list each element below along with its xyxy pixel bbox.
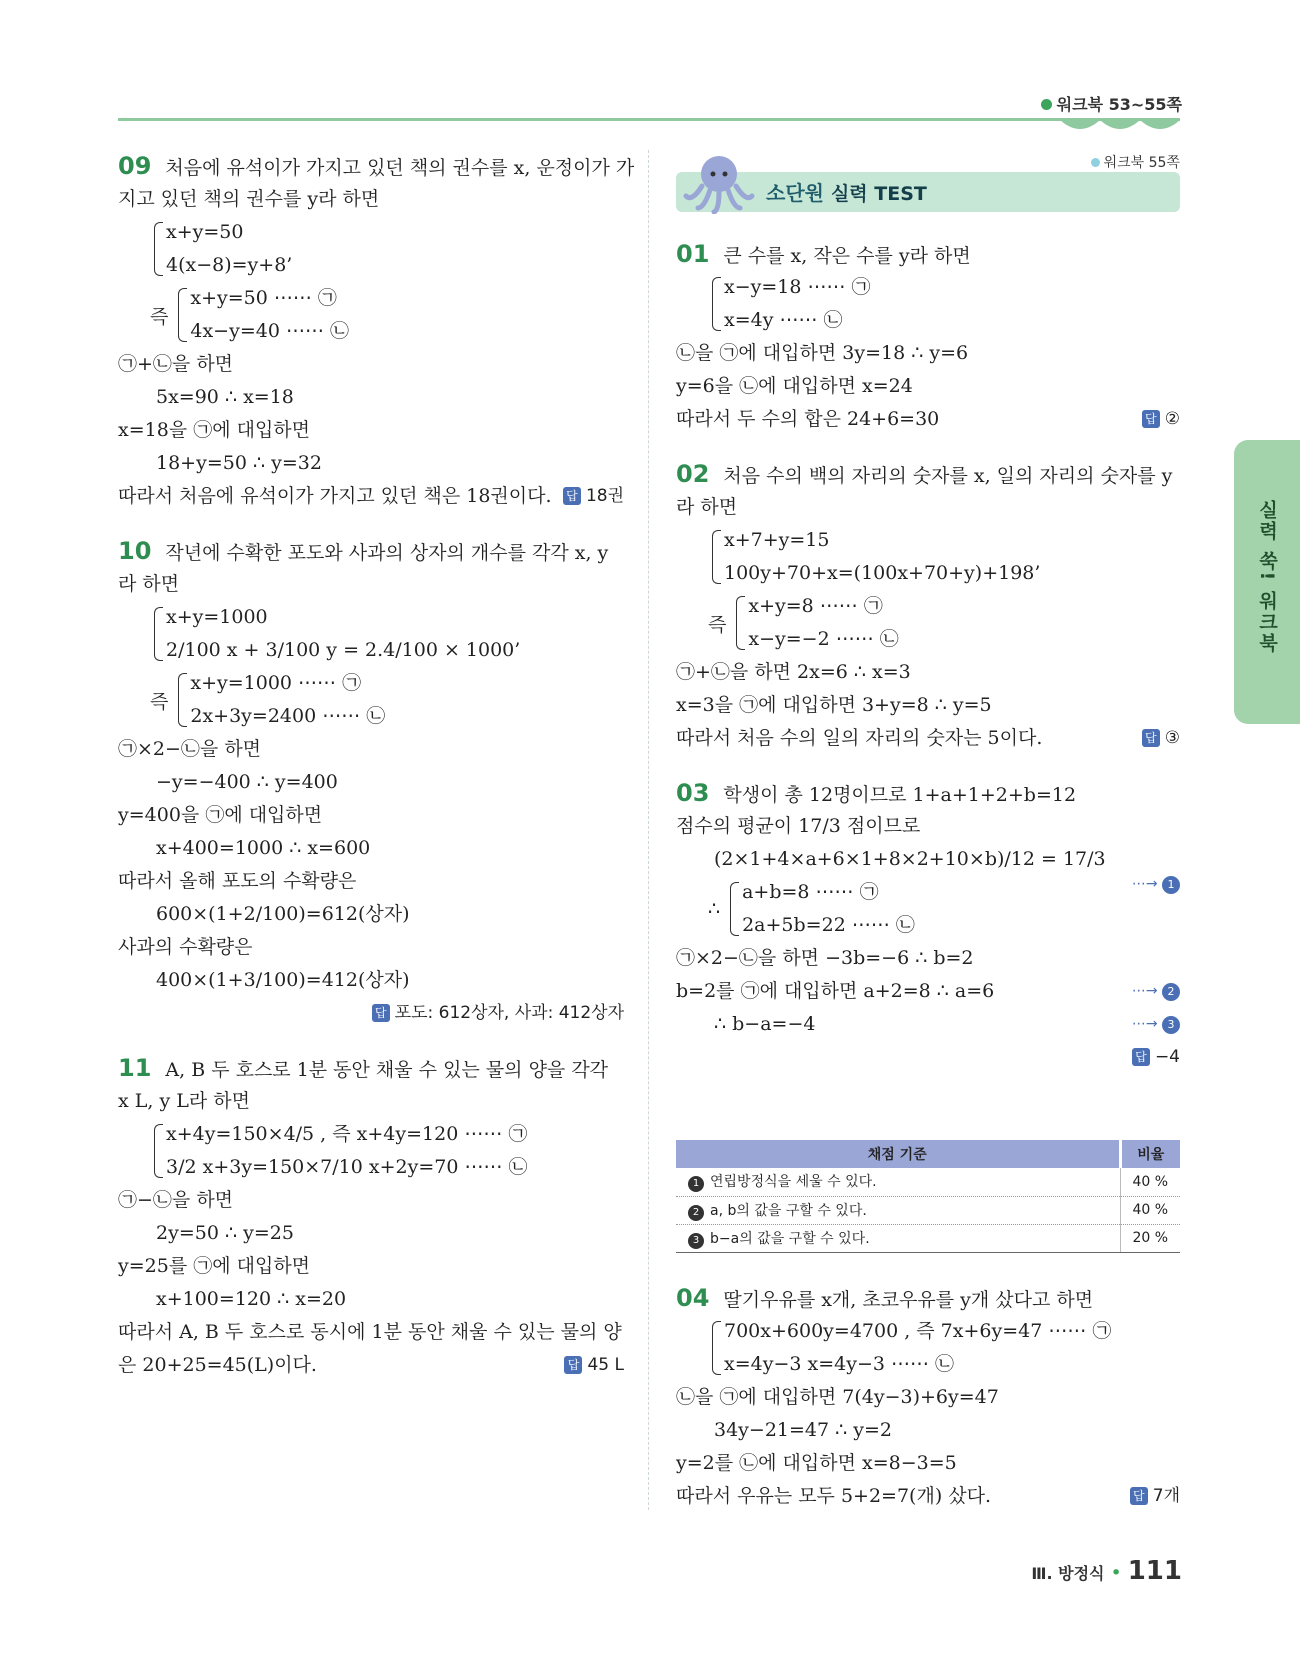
solution-text: y=2를 ㉡에 대입하면 x=8−3=5 [676, 1452, 957, 1474]
system-prefix: 즉 [708, 613, 727, 636]
solution-line [676, 843, 1180, 876]
solution-line [118, 1316, 624, 1349]
solution-line [118, 447, 624, 480]
solution-text: 라 하면 [676, 496, 738, 518]
solution-text: 따라서 처음에 유석이가 가지고 있던 책은 18권이다. [118, 485, 552, 507]
answer [1142, 722, 1180, 755]
octopus-mascot-icon [682, 152, 756, 214]
solution-line [676, 656, 1180, 689]
problem-heading [676, 458, 1180, 491]
answer-badge-icon: 답 [563, 487, 581, 505]
solution-line [118, 766, 624, 799]
problem-number: 10 [118, 537, 152, 565]
problem-heading [676, 777, 1180, 810]
problem-statement: 처음에 유석이가 가지고 있던 책의 권수를 x, 운정이가 가 [165, 157, 635, 179]
solution-line [118, 568, 624, 601]
spacer [676, 436, 1180, 458]
solution-text: 600×(1+2/100)=612(상자) [156, 903, 410, 925]
solution-text: 18+y=50 ∴ y=32 [156, 452, 322, 474]
page-number: 111 [1127, 1556, 1182, 1586]
equation-line: 2x+3y=2400 ⋯⋯ ㉡ [190, 705, 386, 727]
rate-cell: 40 % [1120, 1196, 1180, 1224]
answer-text: 7개 [1152, 1486, 1180, 1506]
criteria-cell [676, 1224, 1120, 1252]
problem-statement: 학생이 총 12명이므로 1+a+1+2+b=12 [723, 784, 1077, 806]
solution-line [676, 975, 1180, 1008]
answer-text: 포도: 612상자, 사과: 412상자 [394, 1003, 624, 1023]
solution-line [118, 964, 624, 997]
answer-badge-icon: 답 [1132, 1048, 1150, 1066]
step-number-icon: 3 [1162, 1016, 1180, 1034]
answer-badge-icon: 답 [372, 1004, 390, 1022]
equation-line: x=4y−3 x=4y−3 ⋯⋯ ㉡ [724, 1353, 955, 1375]
solution-text: ㉡을 ㉠에 대입하면 3y=18 ∴ y=6 [676, 342, 969, 364]
arrow-icon: ⋯→ [1131, 1016, 1162, 1032]
answer-badge-icon: 답 [1142, 729, 1160, 747]
column-divider [648, 150, 649, 1510]
problem-statement: 큰 수를 x, 작은 수를 y라 하면 [723, 245, 971, 267]
answer-text: 18권 [585, 486, 624, 506]
equation-line: 4x−y=40 ⋯⋯ ㉡ [190, 320, 349, 342]
solution-text: 34y−21=47 ∴ y=2 [714, 1419, 893, 1441]
system-prefix: ∴ [708, 898, 721, 920]
criteria-cell [676, 1168, 1120, 1196]
solution-line [118, 1283, 624, 1316]
solution-text: 따라서 처음 수의 일의 자리의 숫자는 5이다. [676, 727, 1043, 749]
scoring-criteria-table [676, 1140, 1180, 1253]
solution-text: ㉡을 ㉠에 대입하면 7(4y−3)+6y=47 [676, 1386, 999, 1408]
table-header-criteria: 채점 기준 [676, 1140, 1120, 1168]
solution-text: b=2를 ㉠에 대입하면 a+2=8 ∴ a=6 [676, 980, 995, 1002]
brace-icon [174, 282, 349, 348]
answer-text: ② [1164, 409, 1180, 429]
solution-line [676, 491, 1180, 524]
solution-text: 400×(1+3/100)=412(상자) [156, 969, 410, 991]
table-header-rate: 비율 [1120, 1140, 1180, 1168]
problem-heading [676, 1282, 1180, 1315]
solution-text: ㉠+㉡을 하면 [118, 353, 234, 375]
solution-text: 따라서 두 수의 합은 24+6=30 [676, 408, 940, 430]
solution-text: y=25를 ㉠에 대입하면 [118, 1255, 311, 1277]
solution-text: 은 20+25=45(L)이다. [118, 1354, 317, 1376]
scoring-step-marker [1132, 1008, 1180, 1041]
solution-line [118, 898, 624, 931]
brace-icon [150, 601, 520, 667]
table-row [676, 1224, 1180, 1252]
equation-system [118, 1118, 624, 1184]
solution-line [118, 1184, 624, 1217]
equation-system [676, 590, 1180, 656]
problem-number: 02 [676, 460, 710, 488]
problem-statement: 처음 수의 백의 자리의 숫자를 x, 일의 자리의 숫자를 y [723, 465, 1173, 487]
bullet-dot-icon [1091, 158, 1100, 167]
equation-line: 2/100 x + 3/100 y = 2.4/100 × 1000’ [166, 639, 521, 661]
step-number-icon: 2 [688, 1205, 704, 1221]
problem-heading [118, 1052, 624, 1085]
equation-line: x−y=18 ⋯⋯ ㉠ [724, 276, 871, 298]
equation-line: x+7+y=15 [724, 529, 830, 551]
solution-line [676, 403, 1180, 436]
brace-icon [708, 524, 1040, 590]
spacer [118, 1030, 624, 1052]
right-column-bottom [676, 1282, 1180, 1513]
solution-text: 점수의 평균이 17/3 점이므로 [676, 815, 921, 837]
table-row [676, 1196, 1180, 1224]
solution-text: 라 하면 [118, 573, 180, 595]
solution-text: 따라서 올해 포도의 수확량은 [118, 870, 357, 892]
solution-text: 2y=50 ∴ y=25 [156, 1222, 294, 1244]
right-column-top [676, 238, 1180, 1074]
left-column [118, 150, 635, 1382]
solution-text: 따라서 A, B 두 호스로 동시에 1분 동안 채울 수 있는 물의 양 [118, 1321, 622, 1343]
solution-text: −y=−400 ∴ y=400 [156, 771, 338, 793]
solution-line [118, 733, 624, 766]
solution-line [118, 1085, 624, 1118]
answer-line [676, 1041, 1180, 1074]
brace-icon [174, 667, 385, 733]
problem-number: 11 [118, 1054, 152, 1082]
step-number-icon: 1 [688, 1176, 704, 1192]
step-number-icon: 2 [1162, 983, 1180, 1001]
answer-text: ③ [1164, 728, 1180, 748]
step-number-icon: 1 [1162, 876, 1180, 894]
section-subtitle: 실력 TEST [830, 183, 927, 205]
brace-icon [708, 1315, 1111, 1381]
solution-line [676, 1447, 1180, 1480]
system-prefix: 즉 [150, 305, 169, 328]
arrow-icon: ⋯→ [1131, 876, 1162, 892]
solution-line [676, 370, 1180, 403]
section-workbook-reference: 워크북 55쪽 [1091, 152, 1180, 172]
side-tab [1234, 440, 1300, 724]
solution-line [676, 1414, 1180, 1447]
header-rule [118, 118, 1180, 121]
side-tab-label: 실력 쑥! 워크북 [1256, 500, 1278, 654]
equation-line: x+y=1000 ⋯⋯ ㉠ [190, 672, 362, 694]
equation-line: a+b=8 ⋯⋯ ㉠ [742, 881, 879, 903]
solution-line [118, 1217, 624, 1250]
brace-icon [726, 876, 915, 942]
problem-heading [676, 238, 1180, 271]
solution-line [676, 722, 1180, 755]
solution-text: 5x=90 ∴ x=18 [156, 386, 294, 408]
equation-system [676, 876, 1180, 942]
page-footer [1031, 1556, 1182, 1586]
solution-text: (2×1+4×a+6×1+8×2+10×b)/12 = 17/3 [714, 848, 1106, 870]
answer-text: 45 L [587, 1355, 624, 1375]
answer-line [118, 997, 624, 1030]
solution-text: y=6을 ㉡에 대입하면 x=24 [676, 375, 913, 397]
solution-line [118, 480, 624, 513]
scallop-decoration-icon [1060, 120, 1180, 136]
solution-text: ㉠+㉡을 하면 2x=6 ∴ x=3 [676, 661, 911, 683]
solution-line [118, 931, 624, 964]
solution-text: x=18을 ㉠에 대입하면 [118, 419, 311, 441]
equation-line: 100y+70+x=(100x+70+y)+198’ [724, 562, 1041, 584]
brace-icon [732, 590, 898, 656]
solution-line [118, 1250, 624, 1283]
solution-line [118, 381, 624, 414]
equation-line: x+4y=150×4/5 , 즉 x+4y=120 ⋯⋯ ㉠ [166, 1123, 528, 1145]
solution-text: x=3을 ㉠에 대입하면 3+y=8 ∴ y=5 [676, 694, 992, 716]
criteria-text: b−a의 값을 구할 수 있다. [710, 1230, 870, 1247]
solution-text: 따라서 우유는 모두 5+2=7(개) 샀다. [676, 1485, 992, 1507]
solution-text: y=400을 ㉠에 대입하면 [118, 804, 323, 826]
answer-text: −4 [1154, 1047, 1180, 1067]
solution-line [118, 414, 624, 447]
problem-statement: A, B 두 호스로 1분 동안 채울 수 있는 물의 양을 각각 [165, 1059, 609, 1081]
equation-line: x=4y ⋯⋯ ㉡ [724, 309, 843, 331]
equation-line: 3/2 x+3y=150×7/10 x+2y=70 ⋯⋯ ㉡ [166, 1156, 528, 1178]
spacer [118, 513, 624, 535]
rate-cell: 20 % [1120, 1224, 1180, 1252]
criteria-cell [676, 1196, 1120, 1224]
solution-line [676, 689, 1180, 722]
solution-line [118, 1349, 624, 1382]
equation-system [676, 524, 1180, 590]
brace-icon [708, 271, 871, 337]
problem-statement: 딸기우유를 x개, 초코우유를 y개 샀다고 하면 [723, 1289, 1094, 1311]
answer [563, 480, 624, 513]
answer-badge-icon: 답 [1142, 410, 1160, 428]
solution-text: 지고 있던 책의 권수를 y라 하면 [118, 188, 380, 210]
solution-line [676, 337, 1180, 370]
equation-line: x+y=1000 [166, 606, 268, 628]
equation-line: x+y=50 [166, 221, 244, 243]
problem-number: 09 [118, 152, 152, 180]
section-title: 소단원 [766, 181, 824, 205]
solution-text: x L, y L라 하면 [118, 1090, 250, 1112]
solution-line [676, 810, 1180, 843]
table-row [676, 1168, 1180, 1196]
answer [1142, 403, 1180, 436]
equation-system [118, 667, 624, 733]
solution-text: x+100=120 ∴ x=20 [156, 1288, 347, 1310]
solution-line [118, 799, 624, 832]
rate-cell: 40 % [1120, 1168, 1180, 1196]
scoring-step-marker [1132, 975, 1180, 1008]
criteria-text: a, b의 값을 구할 수 있다. [710, 1202, 867, 1219]
brace-icon [150, 1118, 528, 1184]
equation-line: x+y=50 ⋯⋯ ㉠ [190, 287, 337, 309]
solution-text: ㉠×2−㉡을 하면 −3b=−6 ∴ b=2 [676, 947, 974, 969]
problem-statement: 작년에 수확한 포도와 사과의 상자의 개수를 각각 x, y [165, 542, 609, 564]
problem-number: 03 [676, 779, 710, 807]
brace-icon [150, 216, 292, 282]
equation-line: 700x+600y=4700 , 즉 7x+6y=47 ⋯⋯ ㉠ [724, 1320, 1112, 1342]
bullet-dot-icon [1041, 99, 1052, 110]
equation-system [676, 1315, 1180, 1381]
equation-system [118, 282, 624, 348]
step-number-icon: 3 [688, 1233, 704, 1249]
system-prefix: 즉 [150, 690, 169, 713]
solution-text: 사과의 수확량은 [118, 936, 253, 958]
equation-system [118, 216, 624, 282]
solution-line [118, 348, 624, 381]
solution-text: ㉠×2−㉡을 하면 [118, 738, 262, 760]
solution-line [676, 1381, 1180, 1414]
equation-line: x+y=8 ⋯⋯ ㉠ [748, 595, 883, 617]
scoring-step-marker [1132, 876, 1180, 894]
answer [1132, 1041, 1180, 1074]
solution-text: x+400=1000 ∴ x=600 [156, 837, 371, 859]
spacer [676, 755, 1180, 777]
solution-line [118, 183, 624, 216]
workbook-reference: 워크북 53~55쪽 [1041, 92, 1182, 115]
solution-text: ∴ b−a=−4 [714, 1013, 816, 1035]
answer [372, 997, 624, 1030]
answer [564, 1349, 624, 1382]
criteria-text: 연립방정식을 세울 수 있다. [710, 1174, 877, 1191]
solution-text: ㉠−㉡을 하면 [118, 1189, 234, 1211]
answer-badge-icon: 답 [1130, 1487, 1148, 1505]
solution-line [676, 1008, 1180, 1041]
chapter-label: Ⅲ. 방정식 [1031, 1564, 1105, 1583]
solution-line [676, 1480, 1180, 1513]
equation-system [118, 601, 624, 667]
arrow-icon: ⋯→ [1131, 983, 1162, 999]
solution-line [676, 942, 1180, 975]
separator-dot-icon: • [1110, 1562, 1122, 1584]
equation-line: 2a+5b=22 ⋯⋯ ㉡ [742, 914, 915, 936]
equation-system [676, 271, 1180, 337]
problem-heading [118, 535, 624, 568]
problem-heading [118, 150, 635, 183]
problem-number: 04 [676, 1284, 710, 1312]
solution-line [118, 832, 624, 865]
problem-number: 01 [676, 240, 710, 268]
equation-line: x−y=−2 ⋯⋯ ㉡ [748, 628, 899, 650]
answer-badge-icon: 답 [564, 1356, 582, 1374]
answer [1130, 1480, 1180, 1513]
equation-line: 4(x−8)=y+8’ [166, 254, 293, 276]
solution-line [118, 865, 624, 898]
